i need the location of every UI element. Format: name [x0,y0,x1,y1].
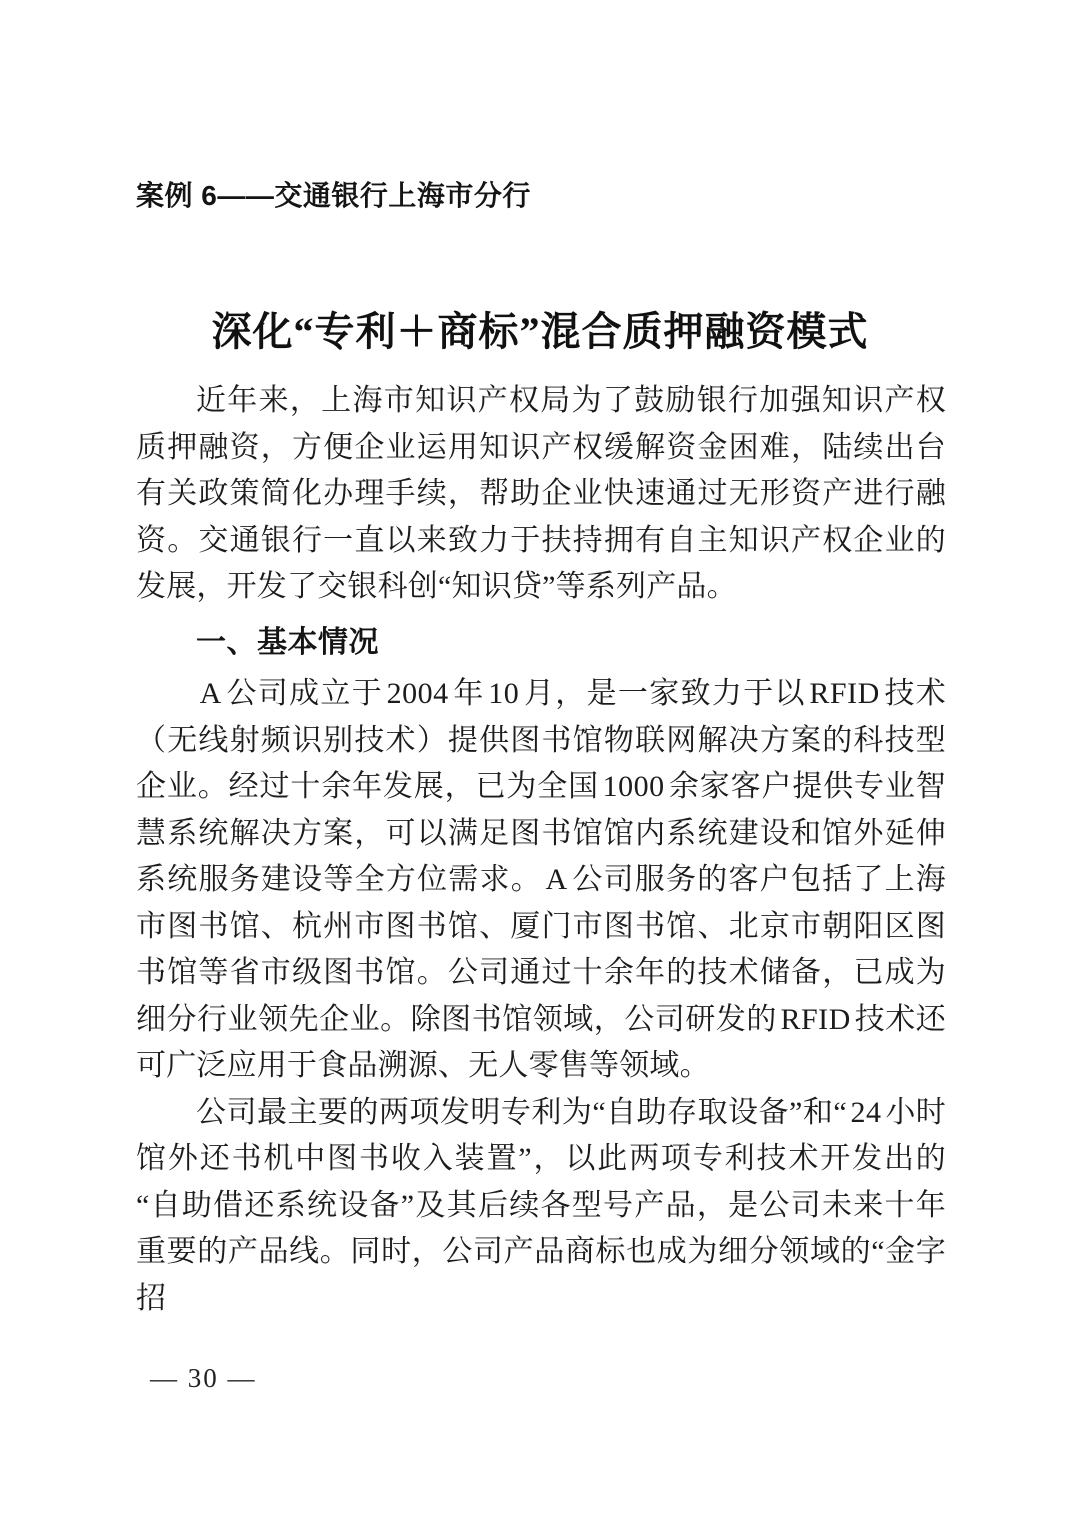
company-profile-text-7: 技术还可广泛应用于食品溯源、无人零售等领域。 [136,1002,946,1082]
company-profile-text-4: 技术（无线射频识别技术）提供图书馆物联网解决方案的科技型企业。经过十余年发展，已为全国 [136,677,947,803]
body-text-column [136,378,946,1322]
founding-year: 2004 [386,677,449,710]
founding-month: 10 [488,677,520,710]
section-heading-basic-situation: 一、基本情况 [196,625,379,659]
paragraph-patents [136,1090,946,1323]
company-profile-text-6: 公司服务的客户包括了上海市图书馆、杭州市图书馆、厦门市图书馆、北京市朝阳区图书馆等省市级图书馆。公司通过十余年的技术储备，已成为细分行业领先企业。除图书馆领域，公司研发的 [136,863,946,1036]
company-profile-text-3: 月，是一家致力于以 [522,677,806,710]
page-number: — 30 — [150,1363,257,1393]
patents-text-2: 小时馆外还书机中图书收入装置”，以此两项专利技术开发出的“自助借还系统设备”及其后续各型号产品，是公司未来十年重要的产品线。同时，公司产品商标也成为细分领域的“金字招 [136,1095,947,1315]
patents-text-1: 公司最主要的两项发明专利为“自助存取设备”和“ [196,1095,847,1129]
patent-hours-number: 24 [850,1095,882,1129]
rfid-term-2: RFID [780,1002,851,1036]
paragraph-intro: 近年来，上海市知识产权局为了鼓励银行加强知识产权质押融资，方便企业运用知识产权缓解资金困难，陆续出台有关政策简化办理手续，帮助企业快速通过无形资产进行融资。交通银行一直以来致力于扶持拥有自主知识产权企业的发展，开发了交银科创“知识贷”等系列产品。 [136,384,946,603]
company-label-2: A [545,863,568,896]
rfid-term-1: RFID [809,677,880,710]
case-running-head: 案例 6——交通银行上海市分行 [136,180,531,211]
paragraph-company-profile [136,671,946,1090]
company-profile-text-5: 余家客户提供专业智慧系统解决方案，可以满足图书馆馆内系统建设和馆外延伸系统服务建设等全方位需求。 [136,770,946,896]
page-title: 深化“专利＋商标”混合质押融资模式 [211,308,869,354]
company-profile-text-1: 公司成立于 [225,677,384,710]
company-label: A [199,677,222,710]
company-profile-text-2: 年 [452,677,485,710]
client-count: 1000 [602,770,665,803]
